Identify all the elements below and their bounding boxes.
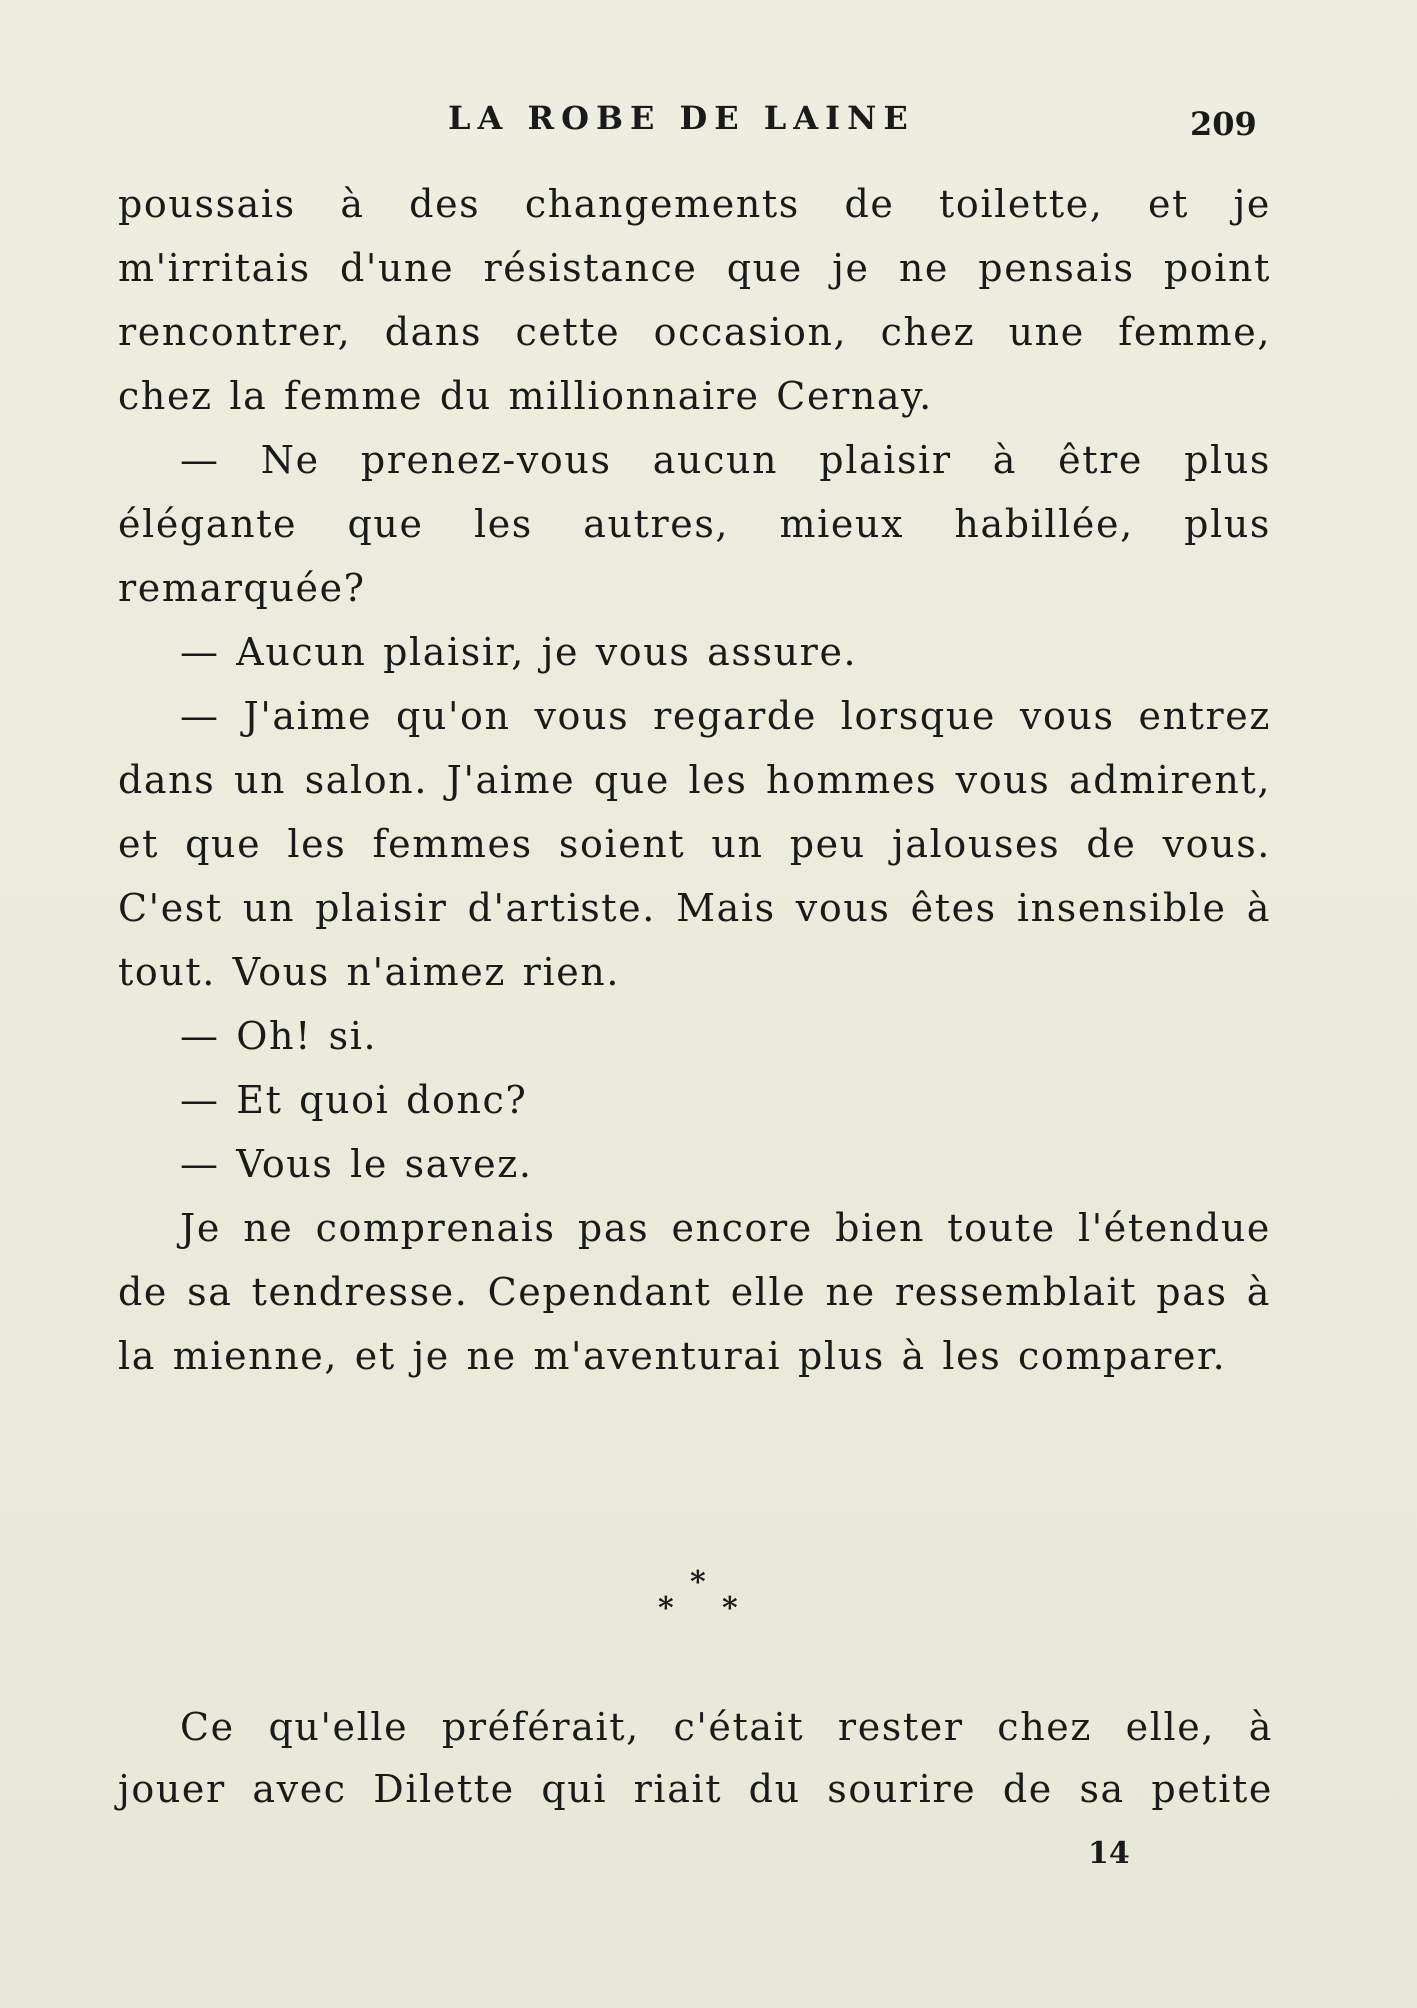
section-break-asterism bbox=[650, 1565, 760, 1638]
paragraph: — Vous le savez. bbox=[180, 1142, 533, 1186]
paragraph: — Et quoi donc? bbox=[180, 1078, 528, 1122]
asterisk-icon: * bbox=[722, 1591, 738, 1626]
body-text-continued bbox=[118, 1696, 1273, 1820]
signature-mark: 14 bbox=[1088, 1836, 1130, 1871]
paragraph: — J'aime qu'on vous regarde lorsque vous entrez dans un salon. J'aime que les hommes vous admirent, et que les femmes soient un peu jalouses de vous. C'est un plaisir d'artiste. Mais vous êtes insensible à tout. Vous n'aimez rien. bbox=[118, 694, 1271, 994]
asterisk-icon: * bbox=[658, 1591, 674, 1626]
paragraph: Je ne comprenais pas encore bien toute l'étendue de sa tendresse. Cependant elle ne ressemblait pas à la mienne, et je ne m'aventurai plus à les comparer. bbox=[118, 1206, 1271, 1378]
paragraph: Ce qu'elle préférait, c'était rester chez elle, à jouer avec Dilette qui riait du sourire de sa petite bbox=[118, 1705, 1273, 1811]
paragraph: — Ne prenez-vous aucun plaisir à être plus élégante que les autres, mieux habillée, plus remarquée? bbox=[118, 438, 1271, 610]
paragraph: — Oh! si. bbox=[180, 1014, 378, 1058]
body-text bbox=[118, 172, 1271, 1388]
running-title: LA ROBE DE LAINE bbox=[448, 99, 915, 137]
paragraph: poussais à des changements de toilette, et je m'irritais d'une résistance que je ne pensais point rencontrer, dans cette occasion, chez une femme, chez la femme du millionnaire Cernay. bbox=[118, 182, 1271, 418]
page-number: 209 bbox=[1190, 105, 1257, 143]
paragraph: — Aucun plaisir, je vous assure. bbox=[180, 630, 858, 674]
asterisk-icon: * bbox=[690, 1565, 706, 1600]
